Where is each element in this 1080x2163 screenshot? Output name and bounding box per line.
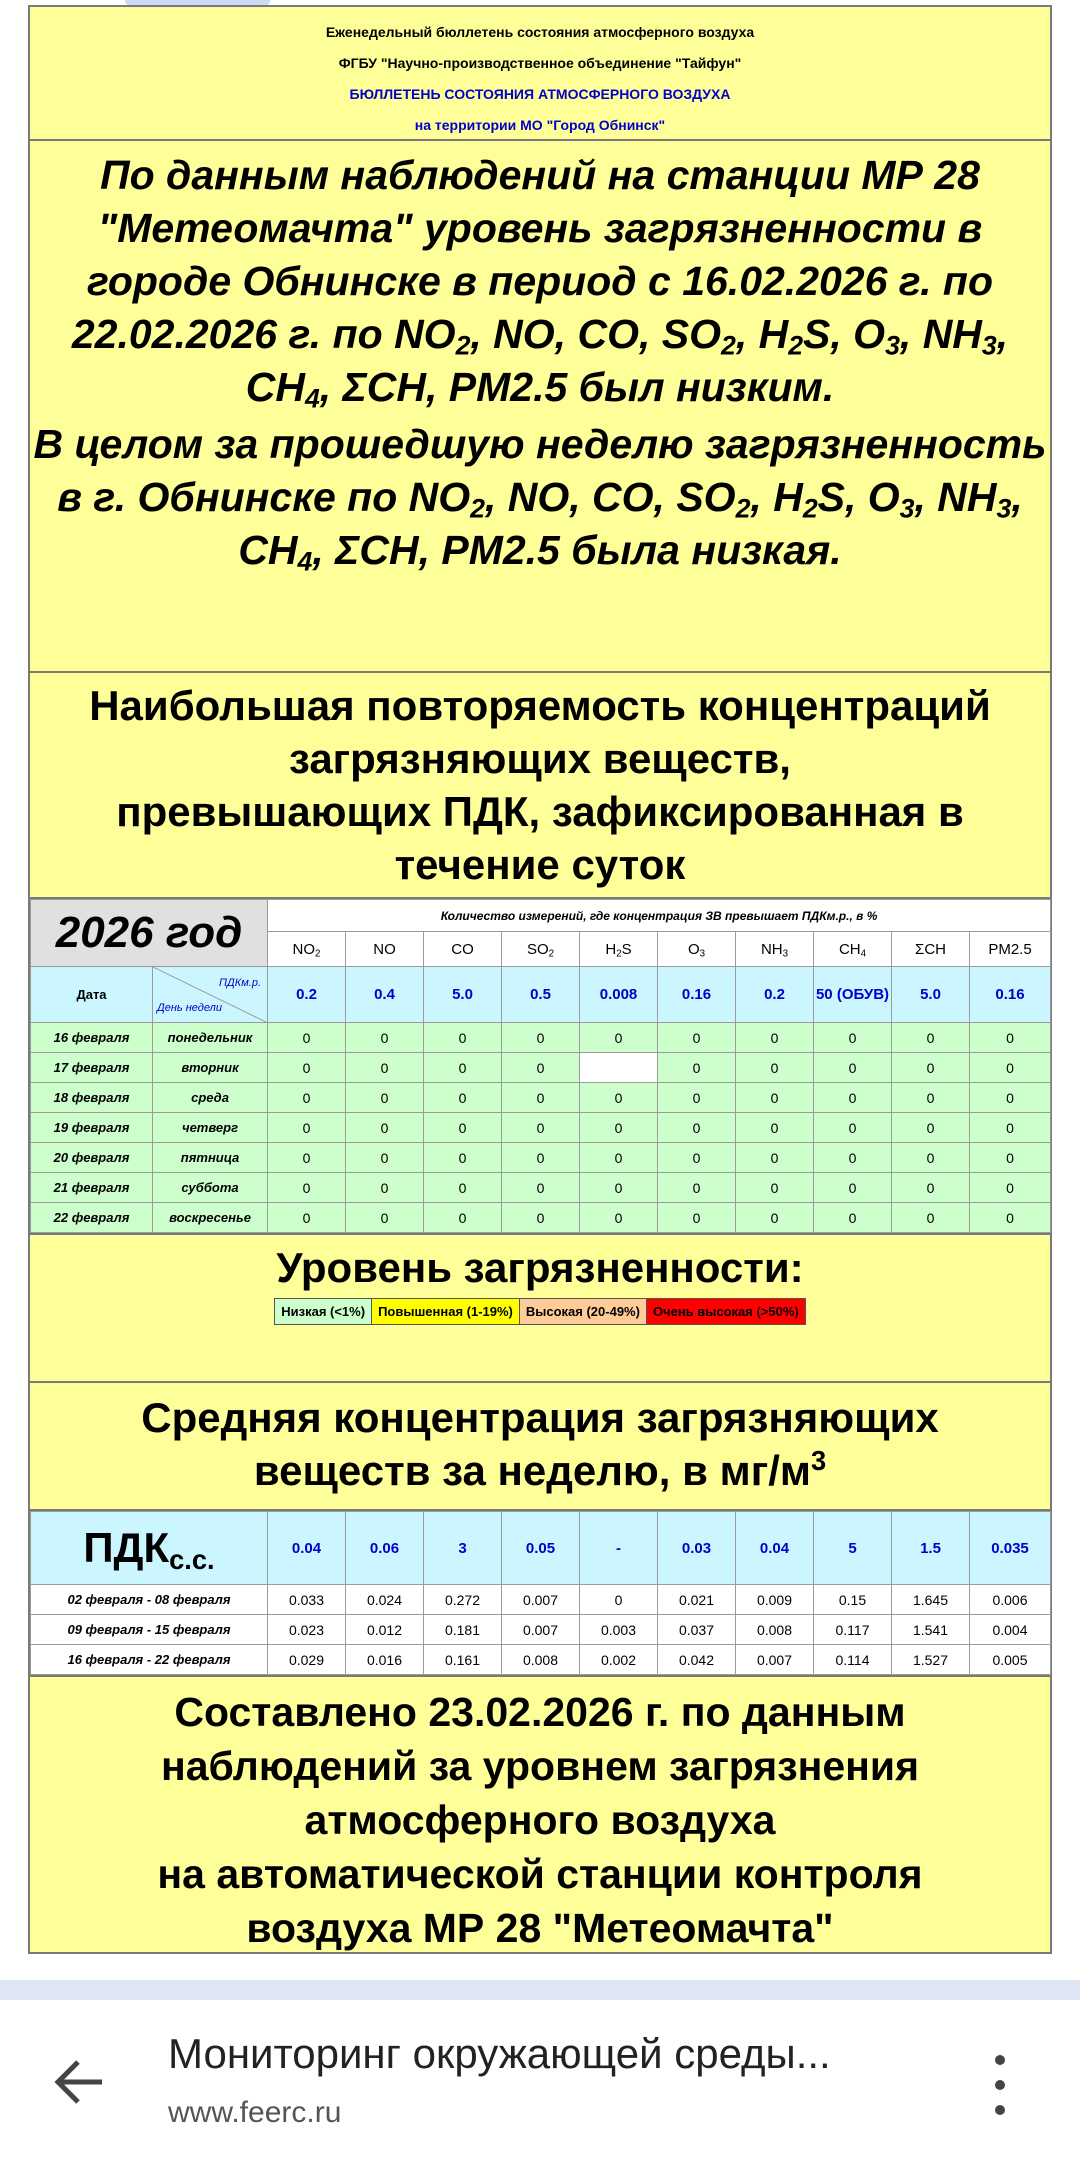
pdk-ss-value: 3 — [424, 1512, 502, 1585]
header-line-4: на территории МО "Город Обнинск" — [414, 117, 666, 133]
table-cell: 0 — [346, 1173, 424, 1203]
table-row — [31, 1083, 1051, 1113]
col-h2s: $H_2S$ — [580, 932, 658, 967]
table-cell: 0 — [268, 1203, 346, 1233]
pdk-mr-value: 0.2 — [268, 967, 346, 1023]
table-cell: 0 — [814, 1053, 892, 1083]
pdk-day-header — [153, 967, 268, 1023]
table-cell: 0.15 — [814, 1585, 892, 1615]
level-section — [30, 1233, 1050, 1383]
row-period: 09 февраля - 15 февраля — [31, 1615, 268, 1645]
col-no: NO — [346, 932, 424, 967]
date-header: Дата — [31, 967, 153, 1023]
table-cell: 0 — [424, 1203, 502, 1233]
table-cell: 0 — [268, 1143, 346, 1173]
table-cell: 0 — [502, 1023, 580, 1053]
table-cell: 0 — [736, 1083, 814, 1113]
table-cell: 0.008 — [736, 1615, 814, 1645]
header-line-2: ФГБУ "Научно-производственное объединение "Тайфун" — [338, 55, 742, 71]
table-cell: 0.008 — [502, 1645, 580, 1675]
table-cell: 0.012 — [346, 1615, 424, 1645]
table-cell: 0 — [502, 1203, 580, 1233]
row-weekday: понедельник — [153, 1023, 268, 1053]
table-cell: 0 — [424, 1113, 502, 1143]
pdk-mr-value: 0.008 — [580, 967, 658, 1023]
table-cell: 0 — [814, 1173, 892, 1203]
level-title: Уровень загрязненности: — [276, 1244, 804, 1291]
row-weekday: вторник — [153, 1053, 268, 1083]
table-cell — [580, 1053, 658, 1083]
table-cell: 0 — [502, 1053, 580, 1083]
table-cell: 0 — [580, 1585, 658, 1615]
table-cell: 0 — [970, 1053, 1051, 1083]
table-cell: 0 — [970, 1023, 1051, 1053]
pdk-mr-value: 50 (ОБУВ) — [814, 967, 892, 1023]
table-cell: 0 — [814, 1023, 892, 1053]
pdk-ss-value: 1.5 — [892, 1512, 970, 1585]
pdk-ss-value: 0.03 — [658, 1512, 736, 1585]
table-cell: 0 — [892, 1143, 970, 1173]
table-cell: 0 — [970, 1143, 1051, 1173]
row-date: 22 февраля — [31, 1203, 153, 1233]
table-cell: 1.541 — [892, 1615, 970, 1645]
table-cell: 0.117 — [814, 1615, 892, 1645]
browser-bottom-bar — [0, 2000, 1080, 2163]
col-so2: $SO_2$ — [502, 932, 580, 967]
table-row — [31, 1173, 1051, 1203]
day-header: День недели — [157, 1002, 222, 1014]
table-cell: 0 — [424, 1143, 502, 1173]
table-caption: Количество измерений, где концентрация ЗВ превышает ПДКм.р., в % — [268, 900, 1051, 932]
row-date: 16 февраля — [31, 1023, 153, 1053]
table-cell: 1.645 — [892, 1585, 970, 1615]
table-cell: 0.005 — [970, 1645, 1051, 1675]
more-vertical-icon[interactable] — [985, 2050, 1015, 2120]
table-row — [31, 1645, 1051, 1675]
row-weekday: воскресенье — [153, 1203, 268, 1233]
page-title[interactable]: Мониторинг окружающей среды... — [168, 2030, 831, 2077]
row-period: 16 февраля - 22 февраля — [31, 1645, 268, 1675]
col-co: CO — [424, 932, 502, 967]
frequency-title: Наибольшая повторяемость концентраций загрязняющих веществ, превышающих ПДК, зафиксированная в течение суток — [30, 673, 1050, 899]
col-o3: $O_3$ — [658, 932, 736, 967]
arrow-left-icon[interactable] — [50, 2052, 110, 2112]
table-cell: 0.161 — [424, 1645, 502, 1675]
pdk-ss-value: 0.04 — [268, 1512, 346, 1585]
header-line-3: БЮЛЛЕТЕНЬ СОСТОЯНИЯ АТМОСФЕРНОГО ВОЗДУХА — [349, 86, 731, 102]
legend-item: Повышенная (1-19%) — [372, 1299, 520, 1324]
table-cell: 0 — [892, 1173, 970, 1203]
table-cell: 0.024 — [346, 1585, 424, 1615]
table-cell: 0 — [658, 1023, 736, 1053]
table-cell: 0.007 — [736, 1645, 814, 1675]
pdk-ss-value: - — [580, 1512, 658, 1585]
summary-paragraph-1: По данным наблюдений на станции МР 28 "Метеомачта" уровень загрязненности в городе Обнинске в период с 16.02.2026 г. по 22.02.2026 г. по $NO_2$, NO, CO, $SO_2$, $H_2S$, $O_3$, $NH_3$, $CH_4$, ΣCH, PM2.5 был низким. — [71, 152, 1009, 414]
table-cell: 0.007 — [502, 1615, 580, 1645]
table-cell: 0.114 — [814, 1645, 892, 1675]
table-cell: 0.009 — [736, 1585, 814, 1615]
table-cell: 0 — [814, 1083, 892, 1113]
table-cell: 0 — [736, 1113, 814, 1143]
pdk-ss-value: 0.06 — [346, 1512, 424, 1585]
legend-item: Низкая (<1%) — [275, 1299, 372, 1324]
table-cell: 0 — [502, 1083, 580, 1113]
pdk-mr-value: 0.5 — [502, 967, 580, 1023]
pdk-ss-value: 0.04 — [736, 1512, 814, 1585]
table-cell: 0.181 — [424, 1615, 502, 1645]
col-nh3: $NH_3$ — [736, 932, 814, 967]
table-cell: 0 — [658, 1113, 736, 1143]
table-cell: 0 — [970, 1113, 1051, 1143]
table-cell: 0 — [424, 1083, 502, 1113]
table-cell: 0.033 — [268, 1585, 346, 1615]
row-date: 21 февраля — [31, 1173, 153, 1203]
table-cell: 0 — [814, 1203, 892, 1233]
table-cell: 0 — [424, 1023, 502, 1053]
table-cell: 0 — [970, 1083, 1051, 1113]
level-legend — [274, 1298, 806, 1325]
table-cell: 0 — [736, 1203, 814, 1233]
table-cell: 0 — [268, 1053, 346, 1083]
table-cell: 0 — [580, 1173, 658, 1203]
table-cell: 0 — [268, 1083, 346, 1113]
row-date: 18 февраля — [31, 1083, 153, 1113]
pdk-mr-value: 0.16 — [970, 967, 1051, 1023]
pdk-header: ПДКм.р. — [219, 977, 262, 989]
table-cell: 0.021 — [658, 1585, 736, 1615]
col-sch: ΣCH — [892, 932, 970, 967]
table-cell: 0 — [892, 1023, 970, 1053]
table-cell: 0 — [970, 1203, 1051, 1233]
pdk-mr-value: 5.0 — [424, 967, 502, 1023]
table-cell: 0 — [346, 1053, 424, 1083]
table-cell: 0 — [346, 1083, 424, 1113]
table-row — [31, 1113, 1051, 1143]
pdk-mr-value: 0.16 — [658, 967, 736, 1023]
table-cell: 0 — [580, 1203, 658, 1233]
col-no2: $NO_2$ — [268, 932, 346, 967]
row-date: 20 февраля — [31, 1143, 153, 1173]
table-cell: 0 — [268, 1113, 346, 1143]
table-cell: 0 — [346, 1143, 424, 1173]
row-weekday: четверг — [153, 1113, 268, 1143]
table-cell: 0.002 — [580, 1645, 658, 1675]
table-cell: 0 — [502, 1173, 580, 1203]
table-cell: 0 — [580, 1023, 658, 1053]
pdk-mr-value: 0.4 — [346, 967, 424, 1023]
row-date: 17 февраля — [31, 1053, 153, 1083]
bulletin — [28, 5, 1052, 1954]
bulletin-header — [30, 7, 1050, 141]
table-cell: 0.042 — [658, 1645, 736, 1675]
header-line-1: Еженедельный бюллетень состояния атмосферного воздуха — [325, 24, 755, 40]
table-cell: 0 — [892, 1113, 970, 1143]
pdk-mr-value: 5.0 — [892, 967, 970, 1023]
table-row — [31, 1023, 1051, 1053]
table-cell: 0.016 — [346, 1645, 424, 1675]
table-cell: 0 — [346, 1113, 424, 1143]
table-cell: 0 — [814, 1113, 892, 1143]
table-cell: 0 — [892, 1053, 970, 1083]
row-date: 19 февраля — [31, 1113, 153, 1143]
table-cell: 0 — [892, 1083, 970, 1113]
pdk-ss-value: 0.035 — [970, 1512, 1051, 1585]
row-period: 02 февраля - 08 февраля — [31, 1585, 268, 1615]
table-cell: 0 — [424, 1173, 502, 1203]
table-cell: 0 — [580, 1083, 658, 1113]
table-row — [31, 1585, 1051, 1615]
row-weekday: пятница — [153, 1143, 268, 1173]
table-cell: 0 — [736, 1053, 814, 1083]
table-row — [31, 1615, 1051, 1645]
table-cell: 0 — [736, 1173, 814, 1203]
table-cell: 0.037 — [658, 1615, 736, 1645]
summary-section — [30, 141, 1050, 673]
row-weekday: среда — [153, 1083, 268, 1113]
table-cell: 0 — [658, 1053, 736, 1083]
page-url[interactable]: www.feerc.ru — [168, 2096, 342, 2129]
table-cell: 0 — [892, 1203, 970, 1233]
legend-item: Очень высокая (>50%) — [647, 1299, 805, 1324]
table-cell: 0.004 — [970, 1615, 1051, 1645]
table-cell: 0 — [658, 1173, 736, 1203]
table-cell: 0 — [970, 1173, 1051, 1203]
average-table — [30, 1511, 1051, 1675]
legend-item: Высокая (20-49%) — [520, 1299, 647, 1324]
table-cell: 0.006 — [970, 1585, 1051, 1615]
table-cell: 0 — [346, 1203, 424, 1233]
table-cell: 0.023 — [268, 1615, 346, 1645]
table-cell: 0.272 — [424, 1585, 502, 1615]
col-pm25: PM2.5 — [970, 932, 1051, 967]
table-cell: 1.527 — [892, 1645, 970, 1675]
page-bottom-gap — [0, 1980, 1080, 2000]
table-cell: 0 — [736, 1143, 814, 1173]
table-cell: 0 — [502, 1143, 580, 1173]
col-ch4: $CH_4$ — [814, 932, 892, 967]
pdk-ss-value: 0.05 — [502, 1512, 580, 1585]
table-cell: 0 — [658, 1203, 736, 1233]
year-label: 2026 год — [31, 900, 268, 967]
avg-title: Средняя концентрация загрязняющих веществ за неделю, в $мг/м^3$ — [30, 1383, 1050, 1511]
table-cell: 0 — [580, 1143, 658, 1173]
table-cell: 0.003 — [580, 1615, 658, 1645]
table-cell: 0 — [814, 1143, 892, 1173]
summary-paragraph-2: В целом за прошедшую неделю загрязненность в г. Обнинске по $NO_2$, NO, CO, $SO_2$, $H_2S$, $O_3$, $NH_3$, $CH_4$, ΣCH, PM2.5 была низкая. — [33, 421, 1047, 577]
table-cell: 0.029 — [268, 1645, 346, 1675]
table-cell: 0 — [346, 1023, 424, 1053]
table-cell: 0 — [580, 1113, 658, 1143]
table-cell: 0 — [736, 1023, 814, 1053]
table-row — [31, 1143, 1051, 1173]
table-row — [31, 1203, 1051, 1233]
pdk-mr-value: 0.2 — [736, 967, 814, 1023]
table-cell: 0 — [502, 1113, 580, 1143]
table-row — [31, 1053, 1051, 1083]
pdk-ss-value: 5 — [814, 1512, 892, 1585]
row-weekday: суббота — [153, 1173, 268, 1203]
table-cell: 0.007 — [502, 1585, 580, 1615]
frequency-table — [30, 899, 1051, 1233]
pdk-ss-label: $ПДК_{с.с.}$ — [31, 1512, 268, 1585]
table-cell: 0 — [424, 1053, 502, 1083]
table-cell: 0 — [658, 1083, 736, 1113]
diagonal-line — [153, 967, 268, 1023]
footer-section: Составлено 23.02.2026 г. по данным наблюдений за уровнем загрязнения атмосферного воздуха на автоматической станции контроля воздуха МР 28 "Метеомачта" — [30, 1675, 1050, 1952]
table-cell: 0 — [268, 1023, 346, 1053]
table-cell: 0 — [268, 1173, 346, 1203]
table-cell: 0 — [658, 1143, 736, 1173]
